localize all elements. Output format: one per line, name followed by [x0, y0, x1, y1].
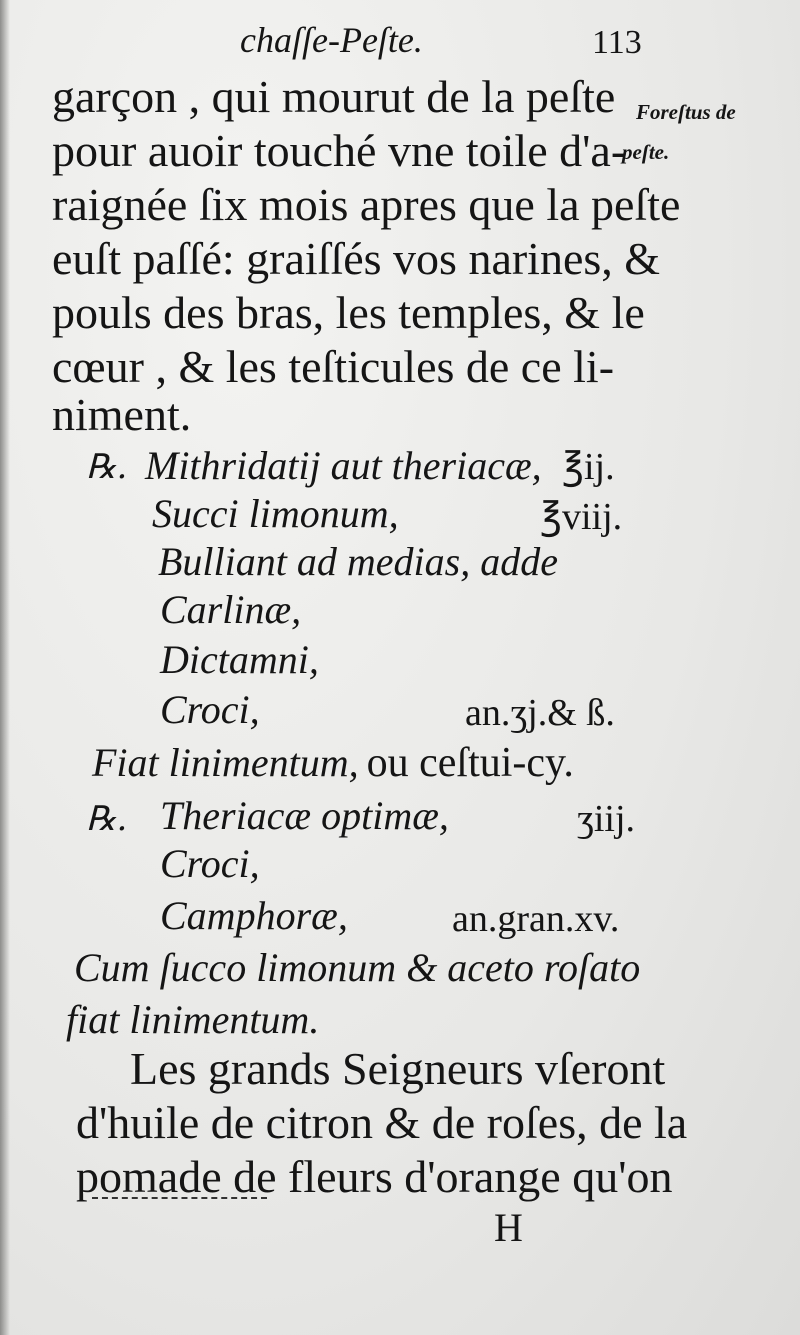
recipe-1-line-4: Carlinæ,	[160, 587, 302, 632]
recipe-1-line-6: Croci,	[160, 687, 260, 732]
paragraph-1-line-1: garçon , qui mourut de la peſte	[52, 71, 616, 122]
recipe-1-line-1: Mithridatij aut theriacæ,	[145, 443, 542, 488]
margin-note-line-2: peſte.	[622, 140, 670, 164]
paragraph-1-line-6: cœur , & les teſticules de ce li-	[52, 341, 615, 392]
recipe-2-closing-line-1: Cum ſucco limonum & aceto roſato	[74, 945, 641, 990]
recipe-1-line-5: Dictamni,	[160, 637, 319, 682]
recipe-1-amount-6: an.ʒj.& ß.	[465, 692, 615, 734]
catchword-rule	[92, 1197, 267, 1199]
recipe-2-amount-3: an.gran.xv.	[452, 898, 620, 940]
paragraph-2-line-3: pomade de fleurs d'orange qu'on	[76, 1151, 673, 1202]
paragraph-1-line-4: euſt paſſé: graiſſés vos narines, &	[52, 233, 661, 284]
recipe-2-line-1: Theriacæ optimæ,	[160, 793, 449, 838]
recipe-2-line-2: Croci,	[160, 841, 260, 886]
signature-mark: H	[494, 1205, 523, 1250]
recipe-1-amount-2: ℥viij.	[540, 496, 623, 538]
paragraph-1-line-5: pouls des bras, les temples, & le	[52, 287, 645, 338]
recipe-1-line-3: Bulliant ad medias, adde	[158, 539, 558, 584]
recipe-1-closing-roman: ou ceſtui-cy.	[366, 740, 574, 786]
page-number: 113	[592, 24, 642, 61]
recipe-2-line-3: Camphoræ,	[160, 893, 348, 938]
paragraph-1-line-3: raignée ſix mois apres que la peſte	[52, 179, 681, 230]
margin-note-line-1: Foreſtus de	[636, 100, 736, 124]
recipe-1-amount-1: ℥ij.	[562, 446, 615, 488]
recipe-1-closing-italic: Fiat linimentum,	[92, 740, 359, 785]
recipe-1-line-2: Succi limonum,	[152, 491, 399, 536]
paragraph-2-line-2: d'huile de citron & de roſes, de la	[76, 1097, 688, 1148]
recipe-2-closing-line-2: fiat linimentum.	[66, 997, 320, 1042]
recipe-1-rx-symbol: ℞.	[86, 447, 128, 487]
recipe-1-closing	[92, 742, 574, 784]
recipe-2-amount-1: ʒiij.	[577, 798, 636, 840]
recipe-2-rx-symbol: ℞.	[86, 799, 128, 839]
running-title: chaſſe-Peſte.	[240, 20, 423, 60]
paragraph-2-line-1: Les grands Seigneurs vſeront	[130, 1043, 666, 1094]
paragraph-1-line-2: pour auoir touché vne toile d'a-	[52, 125, 627, 176]
paragraph-1-line-7: niment.	[52, 389, 192, 440]
